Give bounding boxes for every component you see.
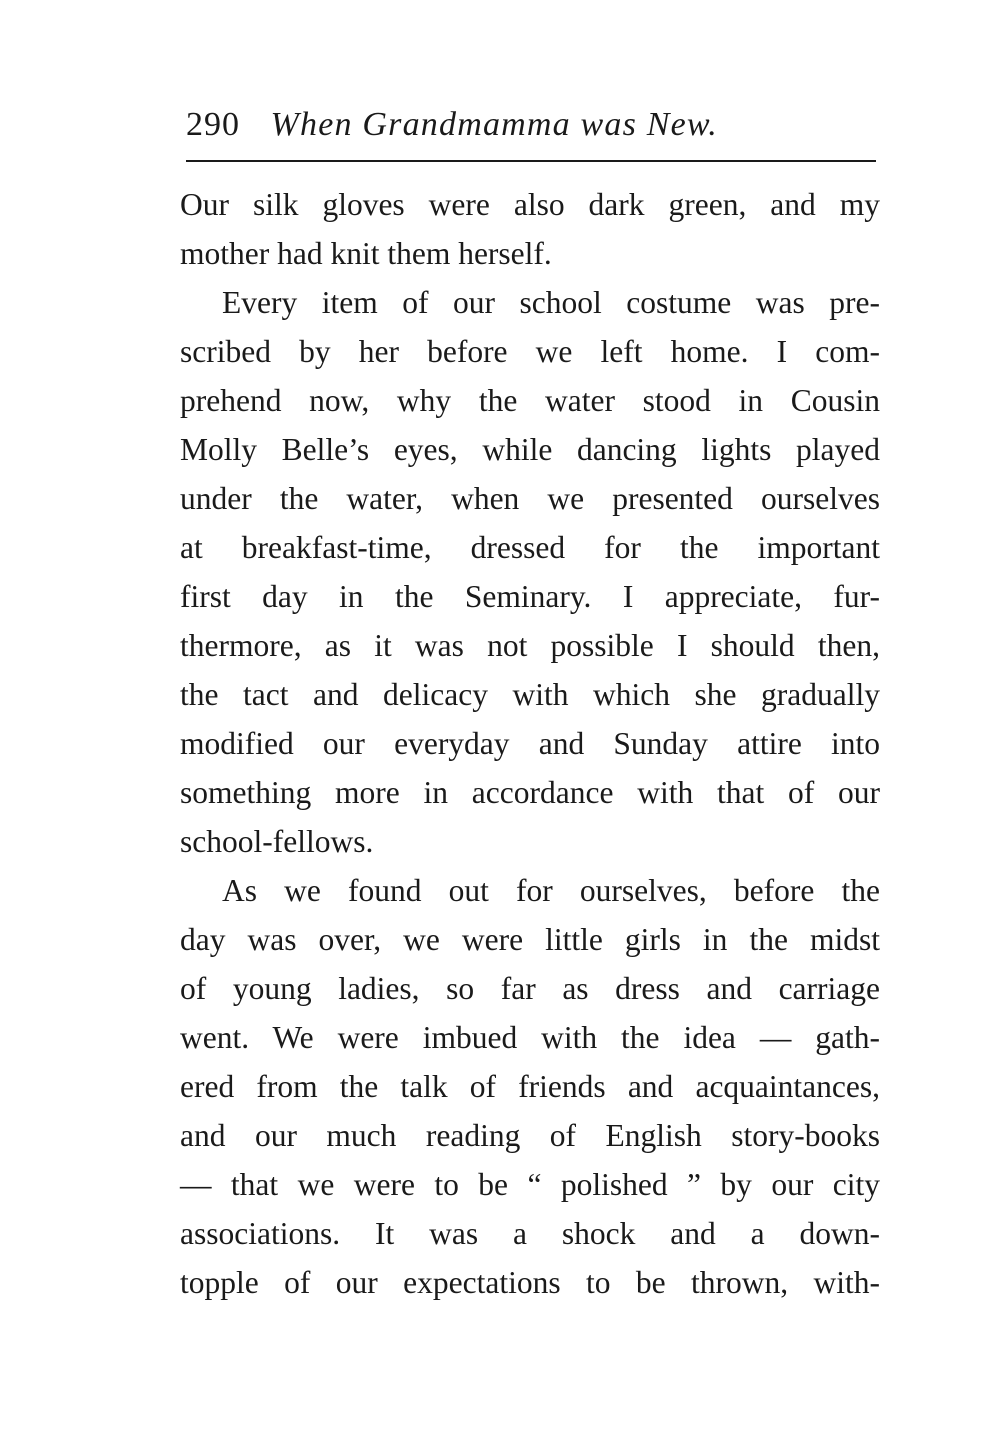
text-line: something more in accordance with that of our [180,775,880,810]
body-text [180,180,880,1307]
text-line: ered from the talk of friends and acquaintances, [180,1069,880,1104]
text-line: topple of our expectations to be thrown, with- [180,1265,880,1300]
running-head [186,100,876,150]
text-line: Every item of our school costume was pre- [222,285,880,320]
text-line: — that we were to be “ polished ” by our city [180,1167,880,1202]
text-line: went. We were imbued with the idea — gath- [180,1020,880,1055]
text-line: thermore, as it was not possible I should then, [180,628,880,663]
text-line: As we found out for ourselves, before the [222,873,880,908]
text-line: of young ladies, so far as dress and carriage [180,971,880,1006]
text-line: under the water, when we presented ourselves [180,481,880,516]
text-line: mother had knit them herself. [180,236,552,271]
text-line: associations. It was a shock and a down- [180,1216,880,1251]
text-line: prehend now, why the water stood in Cousin [180,383,880,418]
text-line: scribed by her before we left home. I com- [180,334,880,369]
text-line: the tact and delicacy with which she gradually [180,677,880,712]
text-line: Our silk gloves were also dark green, and my [180,187,880,222]
running-title: When Grandmamma was New. [270,106,718,143]
header-rule [186,160,876,162]
text-line: Molly Belle’s eyes, while dancing lights played [180,432,880,467]
text-line: modified our everyday and Sunday attire into [180,726,880,761]
page-number: 290 [186,106,240,143]
text-line: day was over, we were little girls in the midst [180,922,880,957]
text-line: and our much reading of English story-books [180,1118,880,1153]
text-line: at breakfast-time, dressed for the important [180,530,880,565]
text-line: first day in the Seminary. I appreciate, fur- [180,579,880,614]
text-line: school-fellows. [180,824,374,859]
